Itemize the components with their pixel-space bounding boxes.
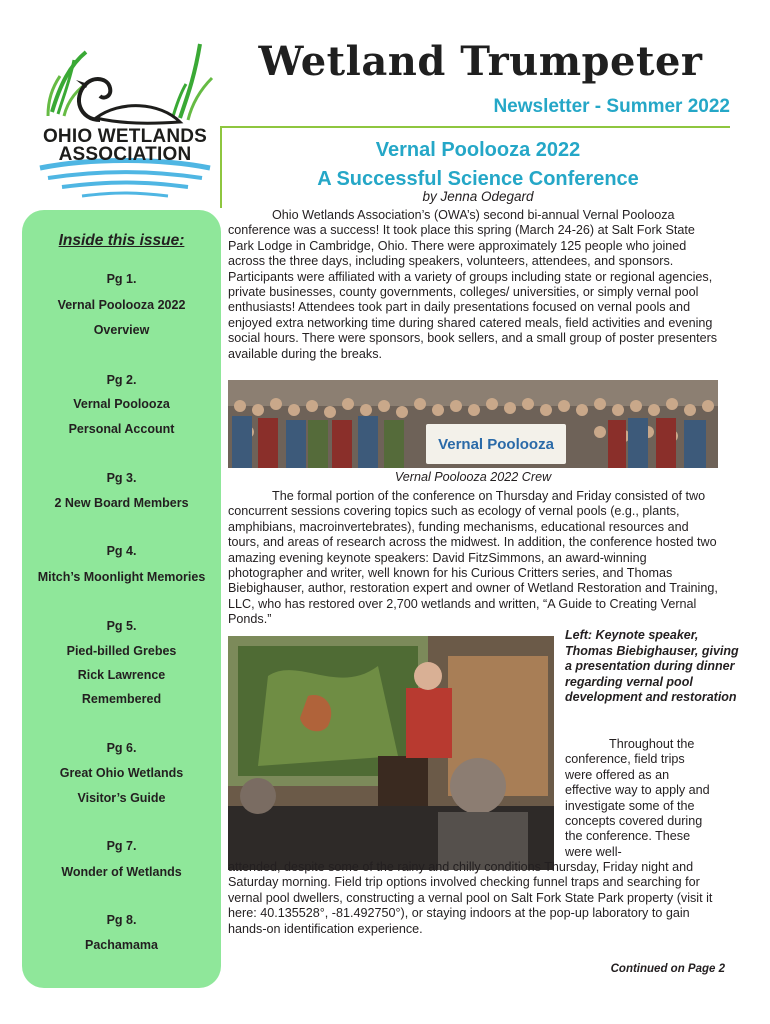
toc-line: Mitch’s Moonlight Memories <box>37 570 206 584</box>
toc-line: Vernal Poolooza <box>73 397 170 411</box>
logo-line-1: OHIO WETLANDS <box>42 126 208 147</box>
toc-line: Vernal Poolooza 2022 <box>57 298 186 312</box>
article-paragraph-3-part-1: Throughout the conference, field trips were offered as an effective way to apply and investigate some of the concepts covered during the conference. These were well- <box>565 737 710 859</box>
inside-this-issue-sidebar <box>22 210 221 988</box>
article-paragraph-1: Ohio Wetlands Association’s (OWA’s) second bi-annual Vernal Poolooza conference was a success! It took place this spring (March 24-26) at Salt Fork State Park Lodge in Cambridge, Ohio. There were approximately 125 people who joined across the three days, including speakers, volunteers, attendees, and sponsors. Participants were affiliated with a variety of groups including state or regional agencies, private businesses, county governments, colleges/ universities, or simply vernal pool enthusiasts! Attendees took part in daily presentations focused on vernal pools and enjoyed extra networking time during shared catered meals, field activities and evening social hours. There were sponsors, book sellers, and a small group of poster presenters available during the breaks. <box>228 208 718 361</box>
toc-line: Pg 1. <box>106 272 137 286</box>
article-paragraph-2: The formal portion of the conference on Thursday and Friday consisted of two concurrent sessions covering topics such as ecology of vernal pools (e.g., plants, amphibians, macroinvertebrates), funding mechanisms, educational resources and tours, and areas of research across the midwest. In addition, the conference hosted two amazing evening keynote speakers: David FitzSimmons, an award-winning photographer and writer, well known for his Curious Critters series, and Thomas Biebighauser, author, restoration expert and owner of Wetland Restoration and Training, LLC, who has restored over 2,700 wetlands and written, “A Guide to Creating Vernal Ponds.” <box>228 489 718 627</box>
toc-line: Wonder of Wetlands <box>61 865 182 879</box>
vernal-poolooza-banner: Vernal Poolooza <box>438 436 554 453</box>
toc-line: Pg 7. <box>106 839 137 853</box>
ohio-wetlands-association-logo <box>30 40 220 210</box>
keynote-speaker-photo <box>228 636 554 870</box>
newsletter-masthead: Wetland Trumpeter <box>258 38 703 85</box>
toc-line: Rick Lawrence <box>77 668 166 682</box>
toc-line: Remembered <box>81 692 162 706</box>
article-byline: by Jenna Odegard <box>422 189 534 204</box>
group-photo <box>228 380 718 468</box>
keynote-photo-caption: Left: Keynote speaker, Thomas Biebighauser, giving a presentation during dinner regarding vernal pool development and restoration <box>565 628 739 705</box>
toc-line: Pg 8. <box>106 913 137 927</box>
article-title-line-1: Vernal Poolooza 2022 <box>375 139 581 161</box>
toc-line: Great Ohio Wetlands <box>59 766 184 780</box>
toc-line: Pg 2. <box>106 373 137 387</box>
toc-line: 2 New Board Members <box>54 496 189 510</box>
toc-line: Personal Account <box>68 422 175 436</box>
article-title <box>228 136 728 194</box>
logo-line-2: ASSOCIATION <box>58 144 192 165</box>
newsletter-subtitle: Newsletter - Summer 2022 <box>493 96 730 117</box>
group-photo-caption: Vernal Poolooza 2022 Crew <box>394 470 552 484</box>
logo-wordmark <box>30 128 220 164</box>
toc-line: Pg 5. <box>106 619 137 633</box>
toc-line: Pied-billed Grebes <box>66 644 177 658</box>
header-vertical-divider <box>220 126 222 208</box>
toc-line: Pg 3. <box>106 471 137 485</box>
toc-line: Pg 4. <box>106 544 137 558</box>
sidebar-heading: Inside this issue: <box>58 232 185 249</box>
toc-line: Overview <box>93 323 150 337</box>
article-title-line-2: A Successful Science Conference <box>317 168 639 190</box>
toc-line: Visitor’s Guide <box>77 791 166 805</box>
swan-logo-icon <box>30 40 220 210</box>
toc-line: Pg 6. <box>106 741 137 755</box>
header-divider <box>220 126 730 128</box>
toc-line: Pachamama <box>85 938 158 952</box>
continued-on-page-link: Continued on Page 2 <box>610 963 725 975</box>
article-paragraph-3-part-2: attended, despite some of the rainy and chilly conditions Thursday, Friday night and Saturday morning. Field trip options involved checking funnel traps and searching for vernal pool dwellers, constructing a vernal pool on Salt Fork State Park property (visit it here: 40.135528°, -81.492750°), or staying indoors at the pop-up laboratory to gain hands-on identification experience. <box>228 860 713 936</box>
